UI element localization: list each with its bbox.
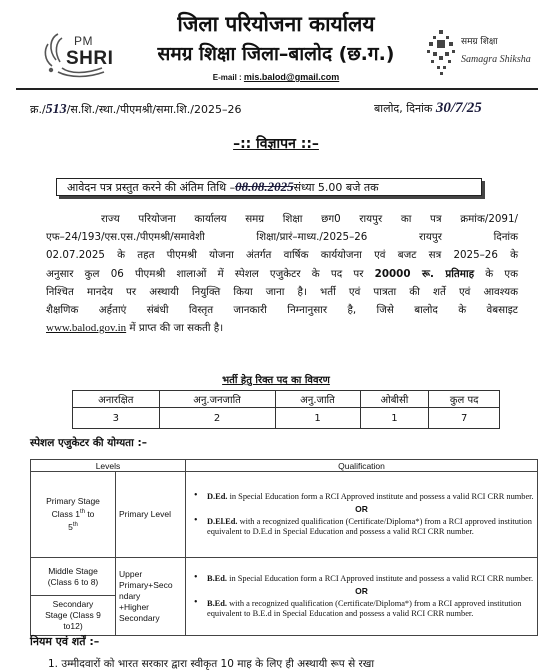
vacancy-table-title: भर्ती हेतु रिक्त पद का विवरण: [222, 375, 330, 386]
paragraph-line: 02.07.2025 के तहत पीएमश्री योजना अंतर्गत वार्षिक कार्ययोजना एवं बजट सत्र 2025–26 के: [46, 249, 518, 262]
primary-stage-to: to: [84, 509, 95, 519]
or-separator: OR: [355, 504, 368, 514]
or-separator: OR: [355, 586, 368, 596]
vacancy-header-row: [73, 391, 500, 408]
date-value: 30/7/25: [435, 100, 482, 116]
primary-stage-class: Class 1: [51, 509, 80, 519]
primary-row: [31, 472, 538, 558]
primary-level-cell: Primary Level: [116, 472, 186, 558]
samagra-shiksha-hindi: समग्र शिक्षा: [461, 37, 498, 47]
email-link[interactable]: mis.balod@gmail.com: [243, 72, 340, 82]
qualification-item: [189, 574, 534, 585]
qualification-text: in Special Education form a RCI Approved institute and possess a valid RCI CRR number.: [227, 573, 534, 583]
samagra-shiksha-logo: [425, 28, 545, 84]
degree: D.El.Ed.: [207, 516, 238, 526]
shri-text: SHRI: [66, 48, 114, 69]
middle-stage-line: (Class 6 to 8): [47, 576, 99, 587]
notice-title: –:: विज्ञापन ::–: [233, 136, 319, 152]
secondary-stage-cell: [31, 596, 116, 636]
office-title: जिला परियोजना कार्यालय: [177, 12, 375, 36]
upper-level-line: Secondary: [119, 613, 160, 623]
upper-level-line: Primary+Seco: [119, 580, 173, 590]
date-label: बालोद, दिनांक: [374, 102, 433, 115]
primary-stage-sup: th: [79, 509, 85, 516]
paragraph-line: शैक्षणिक अर्हताएं संबंधी विस्तृत जानकारी निम्नानुसार है, जिसे बालोद के वेबसाइट: [46, 304, 518, 317]
upper-level-line: Upper: [119, 569, 143, 579]
paragraph-text: अनुसार कुल 06 पीएमश्री शालाओं में स्पेशल एजुकेटर के पद पर: [46, 267, 375, 280]
ref-suffix: /स.शि./स्था./पीएमश्री/समा.शि./2025–26: [66, 103, 242, 116]
qualification-text: with a recognized qualification (Certificate/Diploma*) from a RCI approved institution equivalent to B.E.d in Special Education and possess a valid RCI CRR number.: [207, 598, 522, 618]
levels-header: Levels: [31, 460, 186, 472]
website-link[interactable]: www.balod.gov.in: [46, 322, 127, 335]
vacancy-value-cell: 1: [360, 408, 429, 429]
samagra-shiksha-emblem-icon: [425, 28, 459, 76]
notice-paragraph: [46, 210, 518, 337]
office-subtitle: समग्र शिक्षा जिला–बालोद (छ.ग.): [157, 43, 395, 65]
upper-level-line: +Higher: [119, 602, 150, 612]
paragraph-text: में प्राप्त की जा सकती है।: [126, 322, 224, 335]
vacancy-header-cell: अनु.जनजाति: [159, 391, 275, 408]
paragraph-line: निश्चित मानदेय पर अस्थायी नियुक्ति किया जाना है। भर्ती एवं पात्रता की शर्ते एवं आवश्यक: [46, 285, 518, 298]
header-divider: [16, 88, 538, 90]
reference-number-line: [30, 102, 241, 118]
secondary-stage-line: Stage (Class 9: [45, 610, 101, 620]
middle-stage-cell: [31, 558, 116, 596]
qualification-title: स्पेशल एजुकेटर की योग्यता :–: [30, 437, 147, 449]
rules-title: नियम एवं शर्तें :–: [30, 635, 100, 648]
vacancy-header-cell: ओबीसी: [360, 391, 429, 408]
degree: B.Ed.: [207, 573, 228, 583]
rule-item-1: 1. उम्मीदवारों को भारत सरकार द्वारा स्वीकृत 10 माह के लिए ही अस्थायी रूप से रखा: [48, 658, 375, 670]
paragraph-line: राज्य परियोजना कार्यालय समग्र शिक्षा छग0 रायपुर का पत्र क्रमांक/2091/: [101, 213, 518, 225]
qualification-table: [30, 459, 538, 636]
email-label: E-mail :: [212, 73, 242, 82]
ref-number: 513: [45, 102, 67, 117]
reference-date-line: [374, 100, 482, 117]
vacancy-value-cell: 7: [429, 408, 500, 429]
primary-qualification-cell: [186, 472, 538, 558]
qualification-item: [189, 599, 534, 620]
deadline-suffix: संध्या 5.00 बजे तक: [293, 181, 379, 194]
degree: D.Ed.: [207, 491, 228, 501]
vacancy-header-cell: कुल पद: [429, 391, 500, 408]
primary-stage-5: 5: [68, 521, 73, 532]
vacancy-table: [72, 390, 500, 429]
upper-level-line: ndary: [119, 591, 141, 601]
qualification-header: Qualification: [186, 460, 538, 472]
primary-stage-cell: [31, 472, 116, 558]
upper-qualification-cell: [186, 558, 538, 636]
paragraph-line: एफ–24/193/एस.एस./पीएमश्री/समावेशी शिक्षा/प्रारं–माध्य./2025–26 रायपुर दिनांक: [46, 231, 518, 244]
middle-stage-line: Middle Stage: [48, 565, 98, 576]
pm-text: PM: [74, 34, 93, 48]
vacancy-value-cell: 3: [73, 408, 160, 429]
paragraph-text: के एक: [474, 267, 518, 280]
qualification-text: with a recognized qualification (Certificate/Diploma*) from a RCI approved institution equivalent to D.E.d in Special Education and possess a valid RCI CRR number.: [207, 516, 532, 536]
qualification-text: in Special Education form a RCI Approved institute and possess a valid RCI CRR number.: [227, 491, 534, 501]
deadline-date: 08.08.2025: [235, 179, 294, 194]
vacancy-value-cell: 2: [159, 408, 275, 429]
degree: B.Ed.: [207, 598, 228, 608]
samagra-shiksha-english: Samagra Shiksha: [461, 54, 531, 65]
qualification-item: [189, 517, 534, 538]
vacancy-header-cell: अनु.जाति: [275, 391, 360, 408]
salary-amount: 20000 रू. प्रतिमाह: [374, 267, 475, 280]
paragraph-line-4: [46, 265, 518, 283]
vacancy-value-row: [73, 408, 500, 429]
primary-stage-sup: th: [72, 522, 78, 528]
paragraph-line-7: [46, 319, 518, 337]
upper-level-cell: [116, 558, 186, 636]
ref-prefix: क्र./: [30, 103, 46, 116]
secondary-stage-line: Secondary: [52, 599, 94, 609]
primary-stage-main: Primary Stage: [46, 496, 100, 507]
vacancy-value-cell: 1: [275, 408, 360, 429]
qualification-header-row: [31, 460, 538, 472]
vacancy-header-cell: अनारक्षित: [73, 391, 160, 408]
qualification-item: [189, 492, 534, 503]
secondary-stage-line: to12): [63, 621, 83, 631]
deadline-box: [56, 178, 482, 196]
deadline-prefix: आवेदन पत्र प्रस्तुत करने की अंतिम तिथि –: [67, 181, 236, 194]
middle-row: [31, 558, 538, 596]
